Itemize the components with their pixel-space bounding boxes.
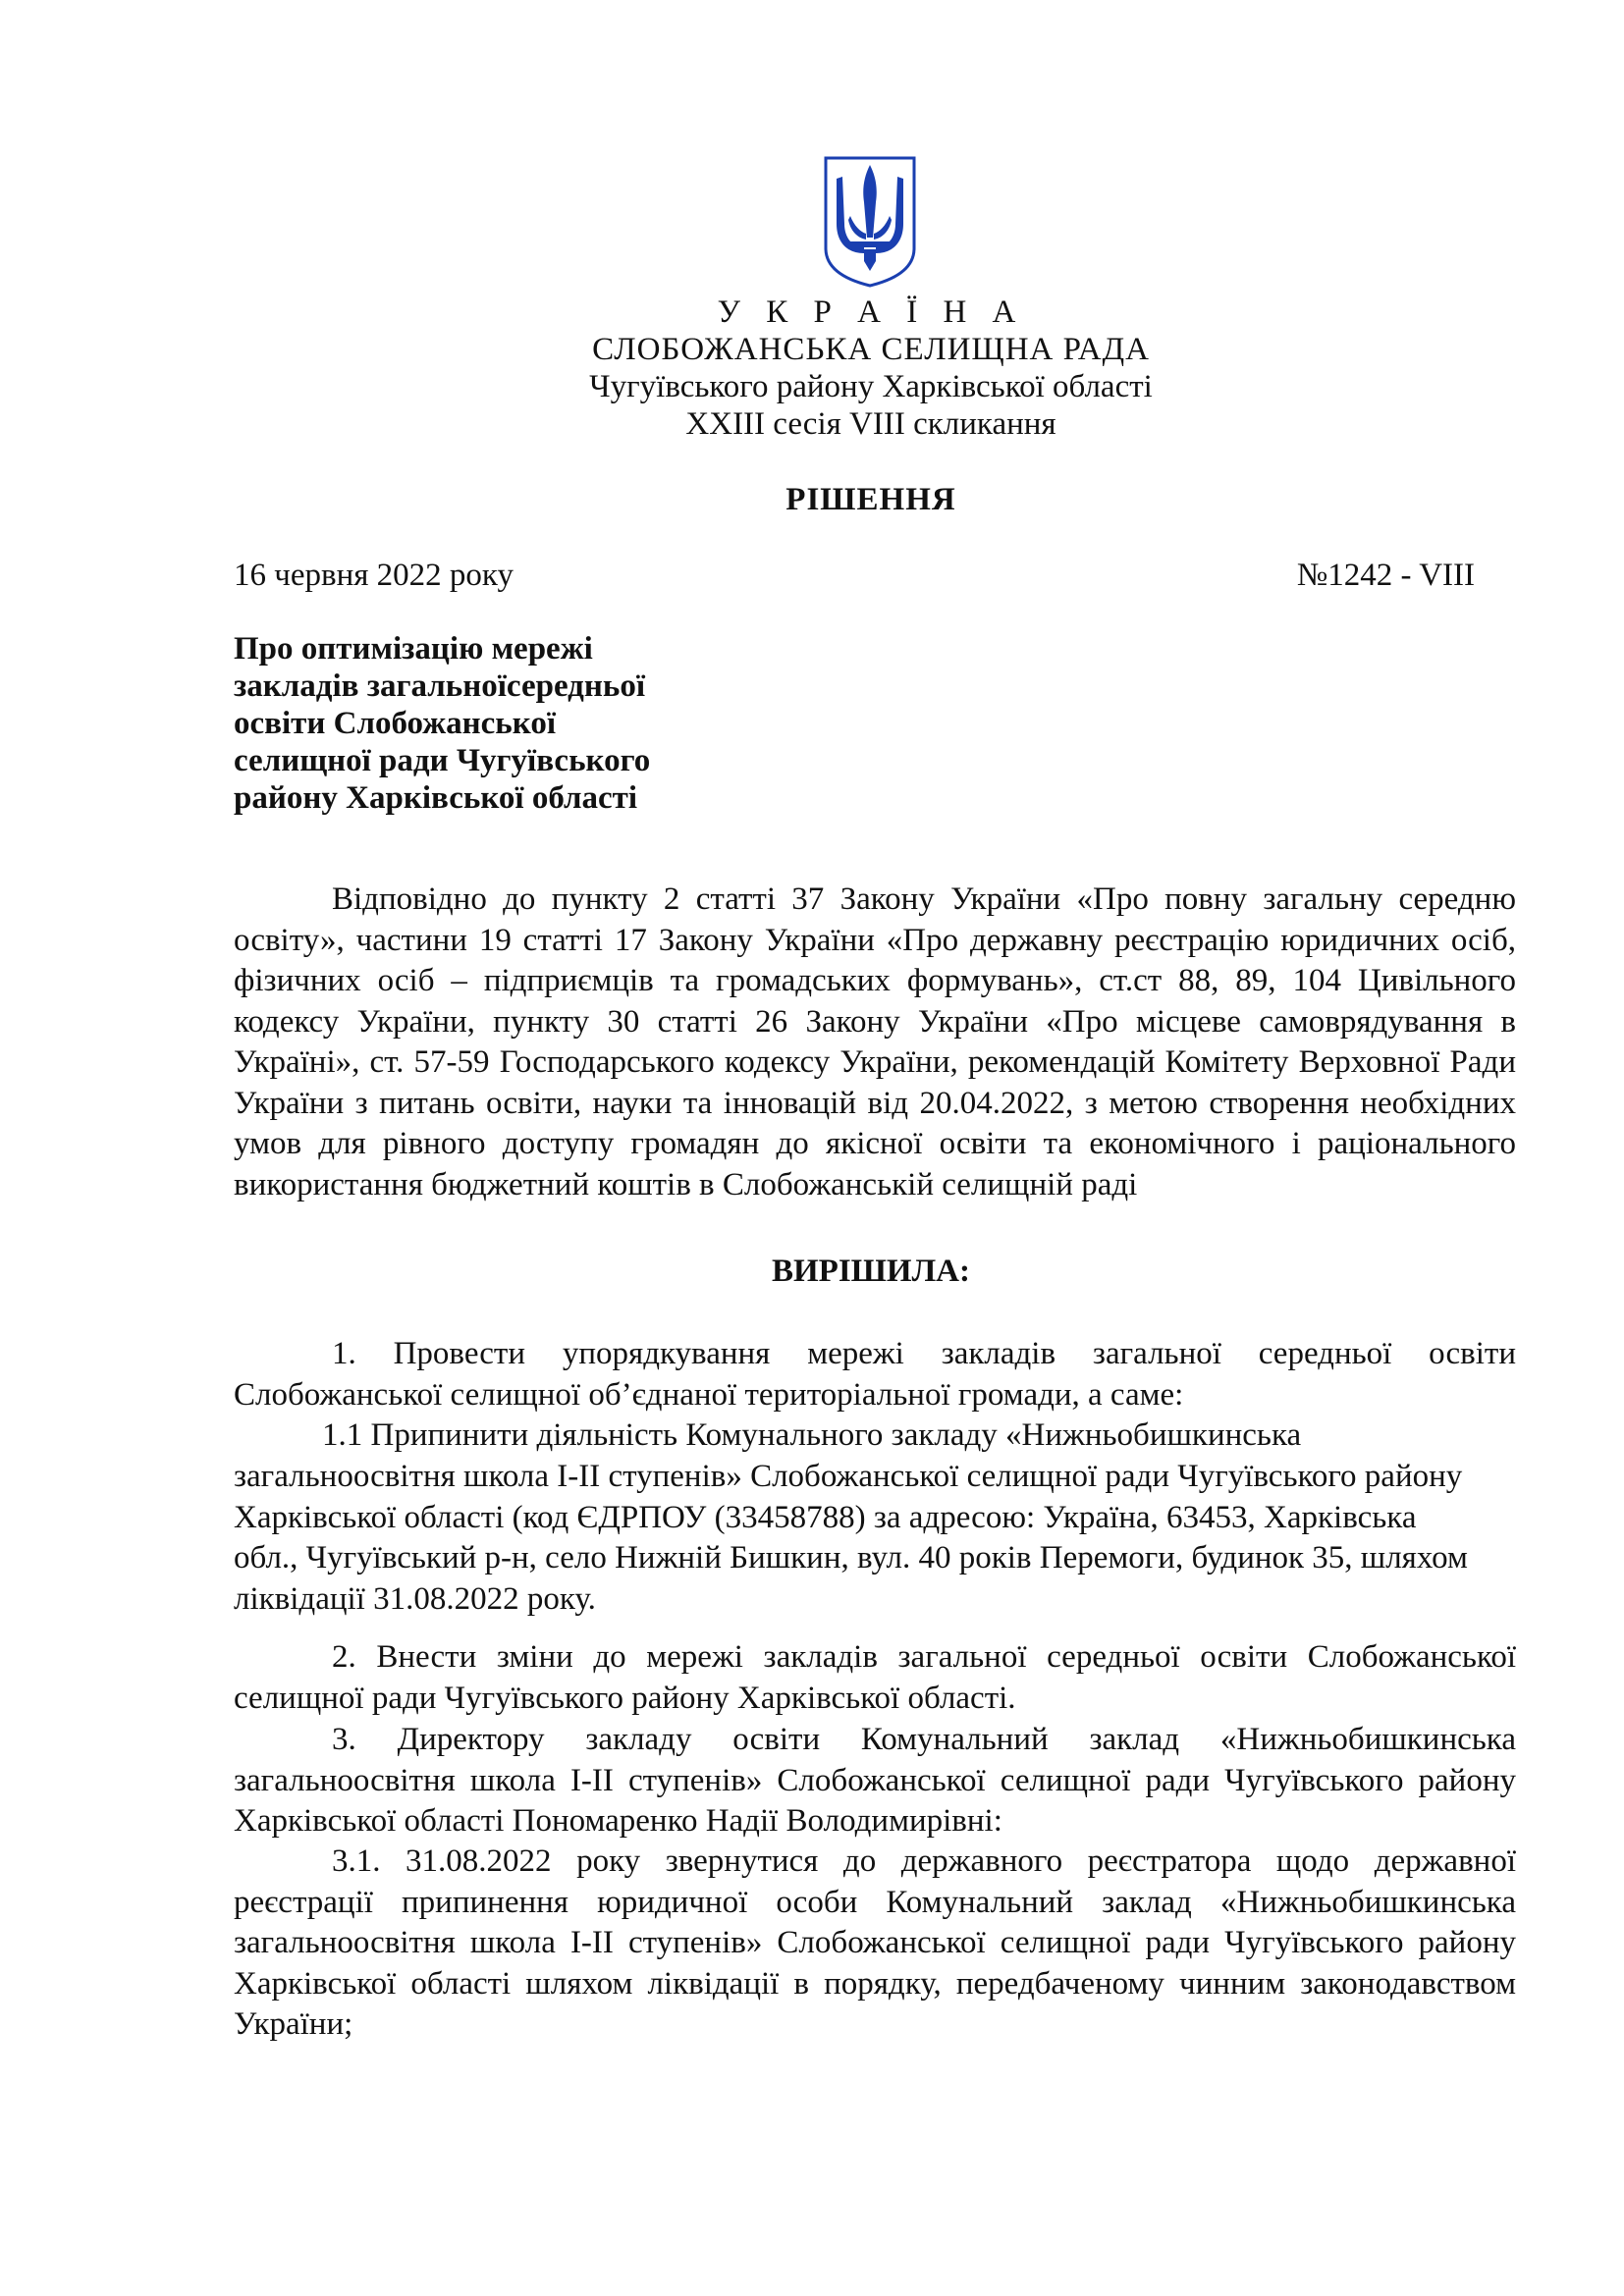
subject-line: селищної ради Чугуївського	[234, 743, 651, 778]
item-1-1-paragraph	[234, 1457, 1516, 1620]
item-3-paragraph: 3. Директору закладу освіти Комунальний заклад «Нижньобишкинська загальноосвітня школа I-II ступенів» Слобожанської селищної ради Чугуївського району Харківської області Пономаренко Надії Володимирівні:	[234, 1722, 1516, 1839]
document-type: РІШЕННЯ	[785, 482, 956, 517]
subject-line: Про оптимізацію мережі	[234, 631, 593, 667]
session-info: XXIII сесія VIII скликання	[685, 406, 1056, 442]
item-3-1-paragraph: 3.1. 31.08.2022 року звернутися до державного реєстратора щодо державної реєстрації припинення юридичної особи Комунальний заклад «Нижньобишкинська загальноосвітня школа I-II ступенів» Слобожанської селищної ради Чугуївського району Харківської області шляхом ліквідації в порядку, передбаченому чинним законодавством України;	[234, 1843, 1516, 2042]
country-name: У К Р А Ї Н А	[717, 294, 1025, 330]
subject-line: району Харківської області	[234, 780, 638, 816]
subject-line: освіти Слобожанської	[234, 706, 556, 741]
resolved-heading: ВИРІШИЛА:	[772, 1254, 970, 1289]
item-1-paragraph: 1. Провести упорядкування мережі закладів загальної середньої освіти Слобожанської селищної об’єднаної територіальної громади, а саме:	[234, 1336, 1516, 1413]
document-number: №1242 - VIII	[1296, 558, 1475, 593]
item-1-1-line: обл., Чугуївський р-н, село Нижній Бишкин, вул. 40 років Перемоги, будинок 35, шляхом	[234, 1540, 1468, 1575]
document-subject	[234, 630, 650, 817]
preamble-paragraph: Відповідно до пункту 2 статті 37 Закону України «Про повну загальну середню освіту», частини 19 статті 17 Закону України «Про державну реєстрацію юридичних осіб, фізичних осіб – підприємців та громадських формувань», ст.ст 88, 89, 104 Цивільного кодексу України, пункту 30 статті 26 Закону України «Про місцеве самоврядування в Україні», ст. 57-59 Господарського кодексу України, рекомендацій Комітету Верховної Ради України з питань освіти, науки та інновацій від 20.04.2022, з метою створення необхідних умов для рівного доступу громадян до якісної освіти та економічного і раціонального використання бюджетний коштів в Слобожанській селищній раді	[234, 881, 1516, 1202]
item-2-paragraph: 2. Внести зміни до мережі закладів загальної середньої освіти Слобожанської селищної ради Чугуївського району Харківської області.	[234, 1639, 1516, 1716]
council-name: СЛОБОЖАНСЬКА СЕЛИЩНА РАДА	[592, 332, 1150, 367]
document-date: 16 червня 2022 року	[234, 558, 514, 593]
item-1-1-first-line: 1.1 Припинити діяльність Комунального закладу «Нижньобишкинська	[322, 1417, 1302, 1453]
item-1-1-line: Харківської області (код ЄДРПОУ (33458788) за адресою: Україна, 63453, Харківська	[234, 1499, 1417, 1535]
district-name: Чугуївського району Харківської області	[589, 369, 1153, 404]
trident-coat-of-arms-icon	[821, 155, 919, 289]
item-1-1-line: загальноосвітня школа I-II ступенів» Слобожанської селищної ради Чугуївського району	[234, 1459, 1463, 1494]
subject-line: закладів загальноїсередньої	[234, 668, 645, 704]
item-1-1-line: ліквідації 31.08.2022 року.	[234, 1580, 596, 1617]
